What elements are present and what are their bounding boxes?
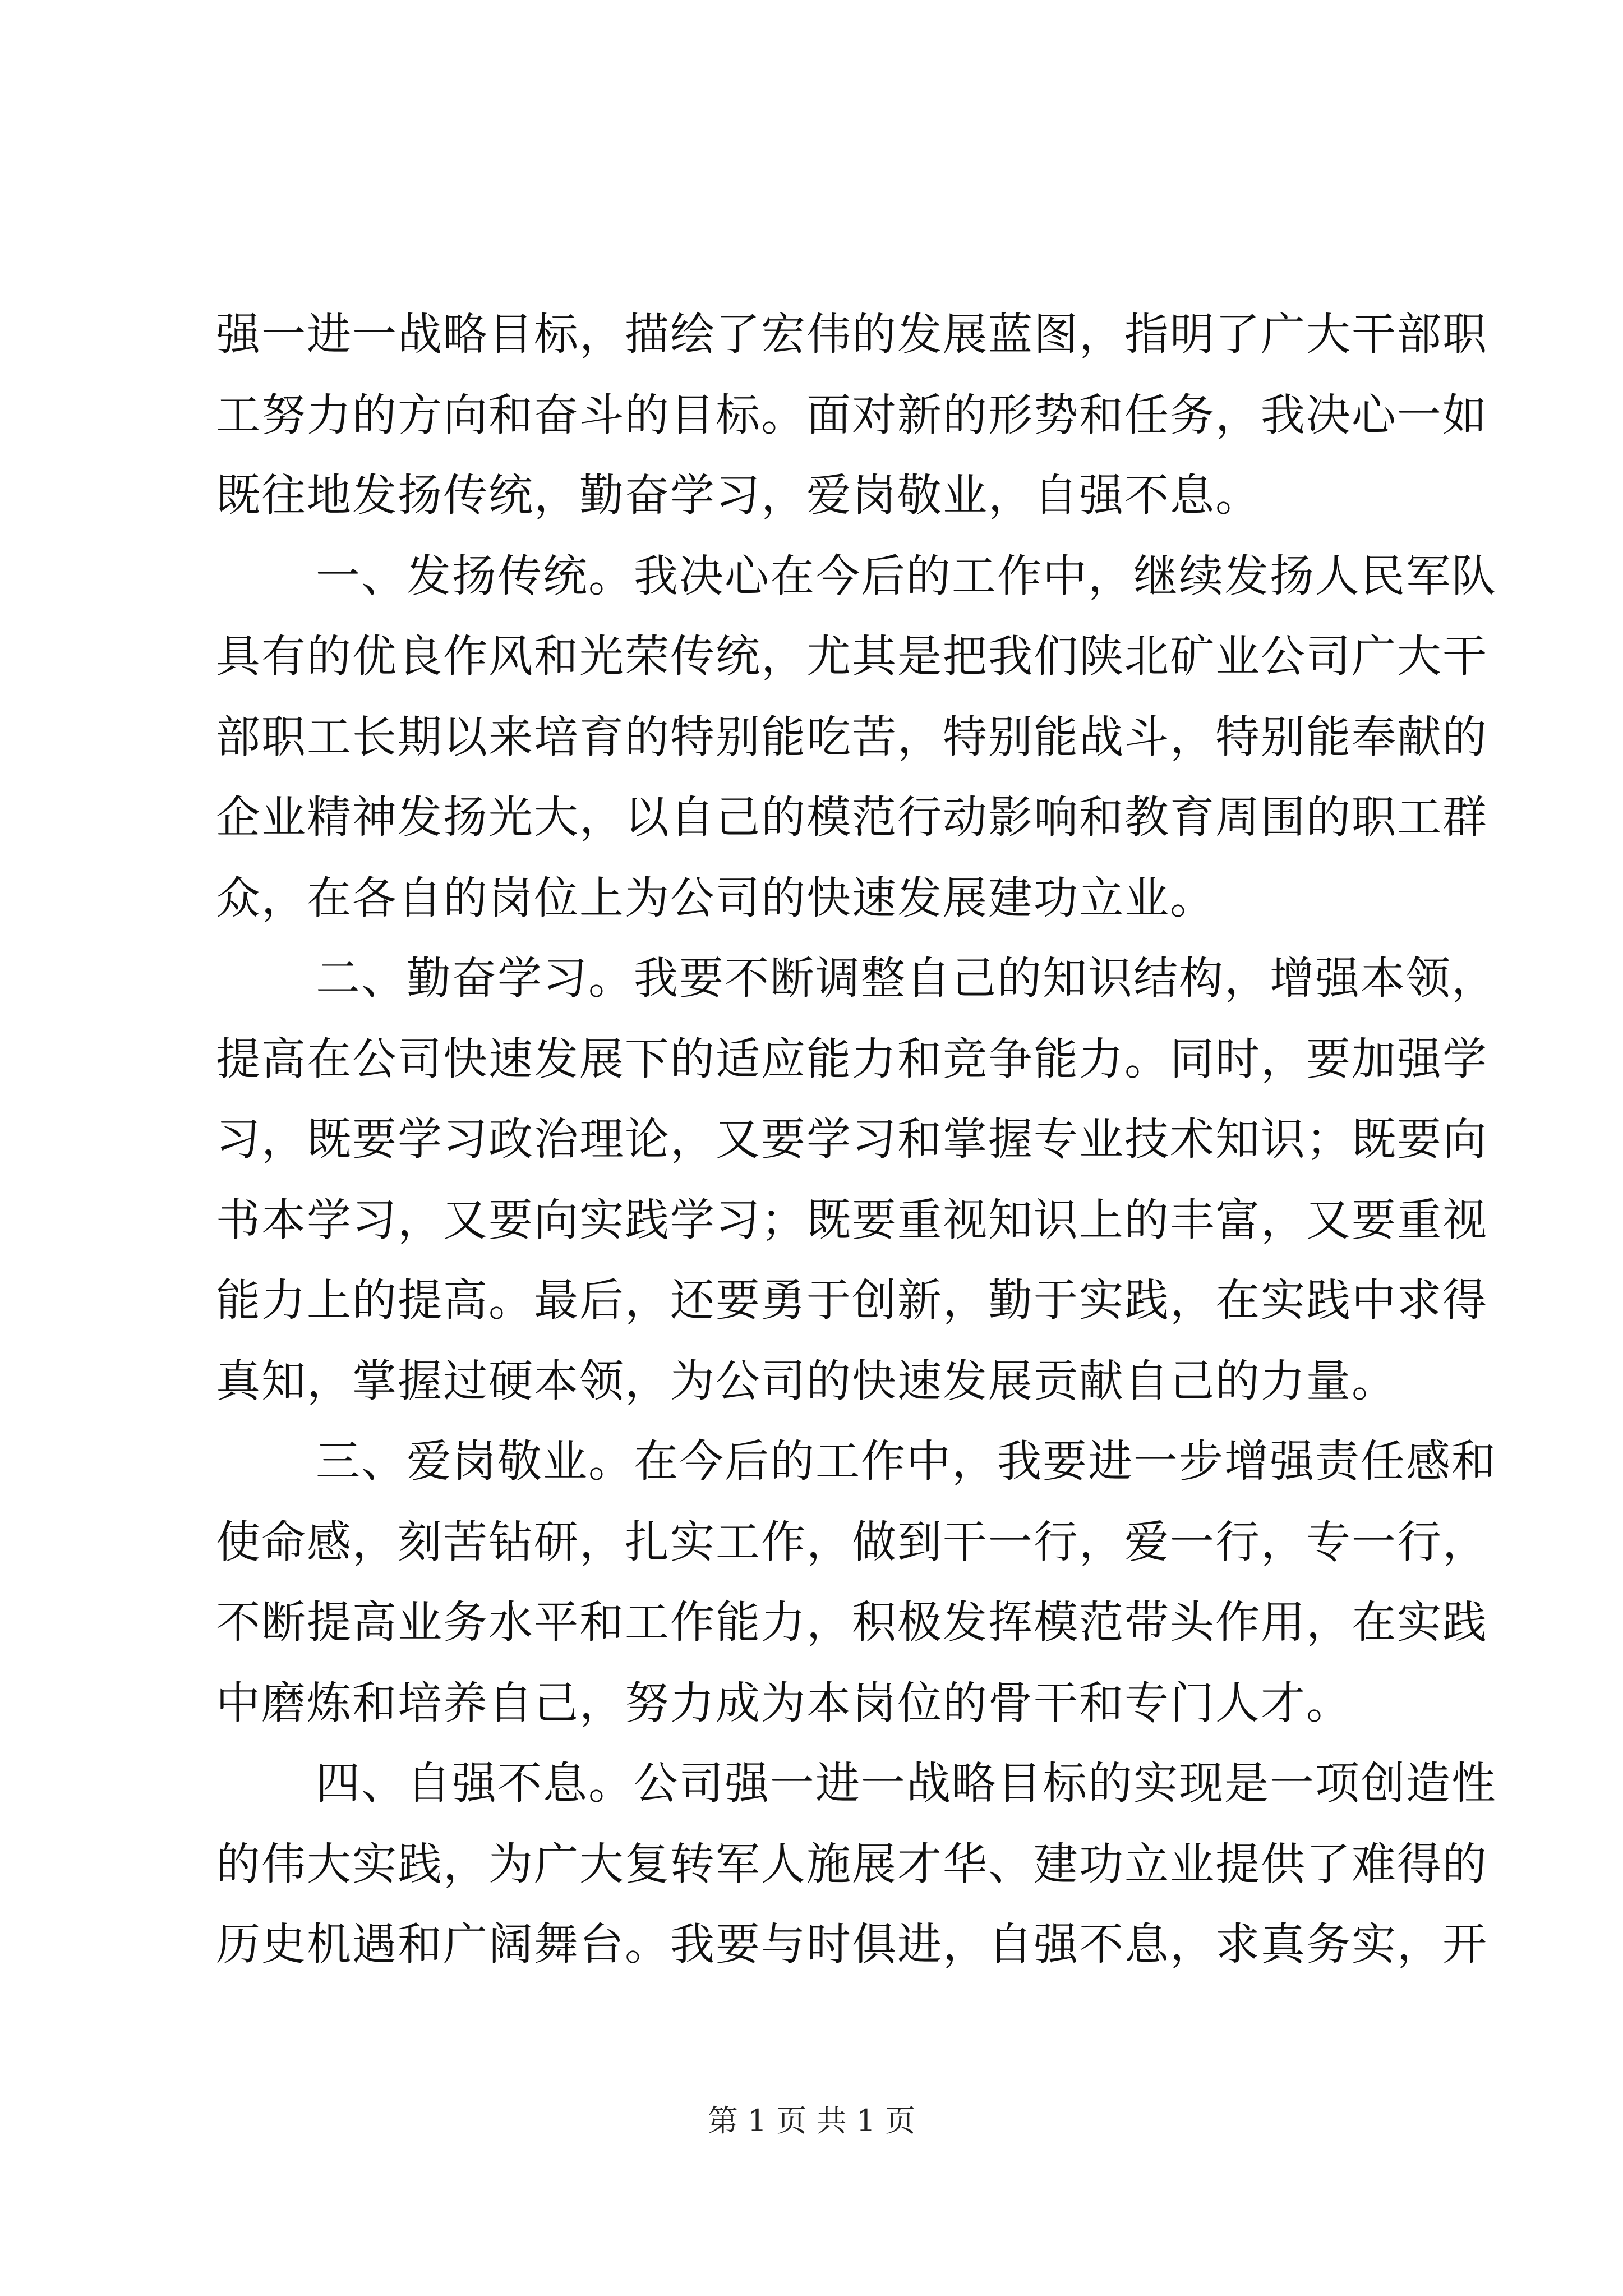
- text-line: 书本学习，又要向实践学习；既要重视知识上的丰富，又要重视: [216, 1194, 1488, 1246]
- text-line: 具有的优良作风和光荣传统，尤其是把我们陕北矿业公司广大干: [216, 631, 1488, 682]
- text-line: 使命感，刻苦钻研，扎实工作，做到干一行，爱一行，专一行，: [216, 1516, 1488, 1568]
- text-line: 众，在各自的岗位上为公司的快速发展建功立业。: [216, 872, 1215, 924]
- paragraph-start-line: 三、爱岗敬业。在今后的工作中，我要进一步增强责任感和: [316, 1435, 1497, 1487]
- paragraph-start-line: 一、发扬传统。我决心在今后的工作中，继续发扬人民军队: [316, 550, 1497, 602]
- text-line: 提高在公司快速发展下的适应能力和竞争能力。同时，要加强学: [216, 1033, 1488, 1085]
- text-line: 习，既要学习政治理论，又要学习和掌握专业技术知识；既要向: [216, 1114, 1488, 1165]
- text-line: 不断提高业务水平和工作能力，积极发挥模范带头作用，在实践: [216, 1596, 1488, 1648]
- paragraph-start-line: 四、自强不息。公司强一进一战略目标的实现是一项创造性: [316, 1757, 1497, 1809]
- text-line: 的伟大实践，为广大复转军人施展才华、建功立业提供了难得的: [216, 1838, 1488, 1890]
- text-line: 历史机遇和广阔舞台。我要与时俱进，自强不息，求真务实，开: [216, 1918, 1488, 1970]
- page-number-footer: 第 1 页 共 1 页: [707, 2103, 916, 2138]
- text-line: 强一进一战略目标，描绘了宏伟的发展蓝图，指明了广大干部职: [216, 309, 1488, 360]
- text-line: 工努力的方向和奋斗的目标。面对新的形势和任务，我决心一如: [216, 389, 1488, 441]
- paragraph-start-line: 二、勤奋学习。我要不断调整自己的知识结构，增强本领，: [316, 953, 1497, 1004]
- text-line: 能力上的提高。最后，还要勇于创新，勤于实践，在实践中求得: [216, 1274, 1488, 1326]
- text-line: 部职工长期以来培育的特别能吃苦，特别能战斗，特别能奉献的: [216, 711, 1488, 763]
- text-line: 企业精神发扬光大，以自己的模范行动影响和教育周围的职工群: [216, 792, 1488, 843]
- text-line: 真知，掌握过硬本领，为公司的快速发展贡献自己的力量。: [216, 1355, 1397, 1407]
- document-body: [216, 295, 1497, 1985]
- text-line: 中磨炼和培养自己，努力成为本岗位的骨干和专门人才。: [216, 1677, 1352, 1729]
- text-line: 既往地发扬传统，勤奋学习，爱岗敬业，自强不息。: [216, 470, 1261, 521]
